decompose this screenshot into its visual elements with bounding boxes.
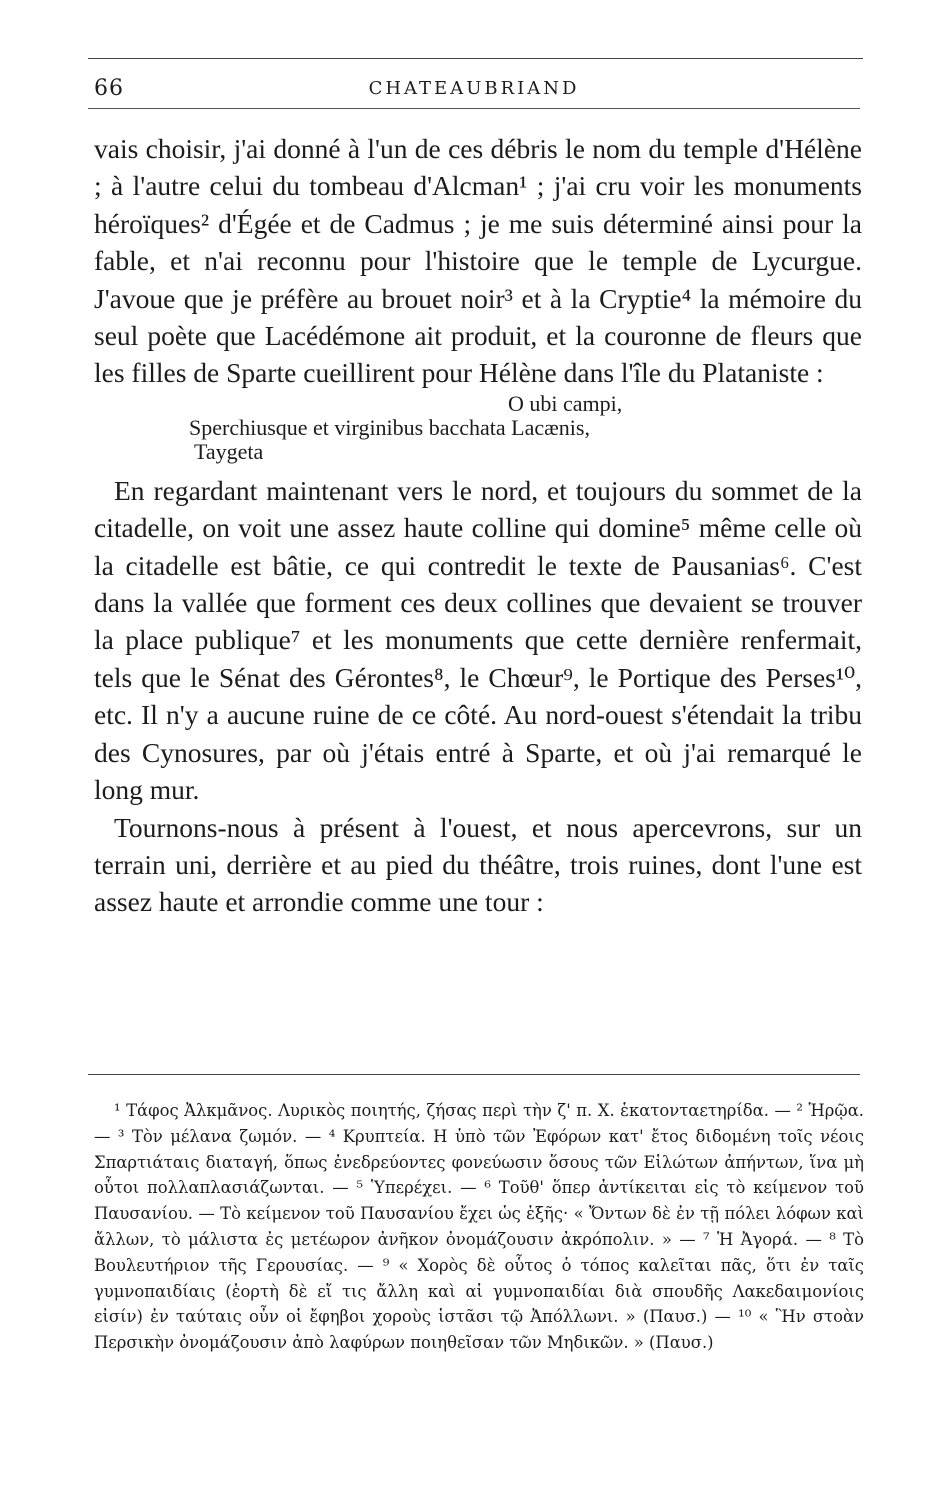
header-rule <box>88 108 860 109</box>
footnotes-text: ¹ Τάφος Ἀλκμᾶνος. Λυρικὸς ποιητής, ζήσας περὶ τὴν ζ' π. Χ. ἑκατονταετηρίδα. — ² Ἡρῷα. — ³ Τὸν μέλανα ζωμόν. — ⁴ Κρυπτεία. Η ὑπὸ τῶν Ἐφόρων κατ' ἔτος διδομένη τοῖς νέοις Σπαρτιάταις διαταγή, ὅπως ἐνεδρεύοντες φονεύωσιν ὅσους τῶν Εἱλώτων ἀπήντων, ἵνα μὴ οὗτοι πολλαπλασιάζωνται. — ⁵ Ὑπερέχει. — ⁶ Τοῦθ' ὅπερ ἀντίκειται εἰς τὸ κείμενον τοῦ Παυσανίου. — Τὸ κείμενον τοῦ Παυσανίου ἔχει ὡς ἑξῆς· « Ὄντων δὲ ἐν τῇ πόλει λόφων καὶ ἄλλων, τὸ μάλιστα ἐς μετέωρον ἀνῆκον ὀνομάζουσιν ἀκρόπολιν. » — ⁷ Ἡ Ἀγορά. — ⁸ Τὸ Βουλευτήριον τῆς Γερουσίας. — ⁹ « Χορὸς δὲ οὗτος ὁ τόπος καλεῖται πᾶς, ὅτι ἐν ταῖς γυμνοπαιδίαις (ἑορτὴ δὲ εἴ τις ἄλλη καὶ αἱ γυμνοπαιδίαι διὰ σπουδῆς Λακεδαιμονίοις εἰσίν) ἐν ταύταις οὖν οἱ ἔφηβοι χοροὺς ἱστᾶσι τῷ Ἀπόλλωνι. » (Παυσ.) — ¹⁰ « Ἣν στοὰν Περσικὴν ὀνομάζουσιν ἀπὸ λαφύρων ποιηθεῖσαν τῶν Μηδικῶν. » (Παυσ.) <box>94 1101 864 1353</box>
paragraph-1: vais choisir, j'ai donné à l'un de ces débris le nom du temple d'Hélène ; à l'autre celui du tombeau d'Alcman¹ ; j'ai cru voir les monuments héroïques² d'Égée et de Cadmus ; je me suis déterminé ainsi pour la fable, et n'ai reconnu pour l'histoire que le temple de Lycurgue. J'avoue que je préfère au brouet noir³ et à la Cryptie⁴ la mémoire du seul poète que Lacédémone ait produit, et la couronne de fleurs que les filles de Sparte cueillirent pour Hélène dans l'île du Plataniste : <box>94 133 862 389</box>
latin-quotation <box>94 392 862 464</box>
top-rule <box>88 58 863 59</box>
footnotes <box>94 1098 864 1356</box>
page-number: 66 <box>94 76 124 101</box>
footnote-rule <box>88 1074 860 1075</box>
main-text <box>94 130 862 921</box>
paragraph-2: En regardant maintenant vers le nord, et toujours du sommet de la citadelle, on voit une assez haute colline qui domine⁵ même celle où la citadelle est bâtie, ce qui contredit le texte de Pausanias⁶. C'est dans la vallée que forment ces deux collines que devaient se trouver la place publique⁷ et les monuments que cette dernière renfermait, tels que le Sénat des Gérontes⁸, le Chœur⁹, le Portique des Perses¹⁰, etc. Il n'y a aucune ruine de ce côté. Au nord-ouest s'étendait la tribu des Cynosures, par où j'étais entré à Sparte, et où j'ai remarqué le long mur. <box>94 474 862 806</box>
verse-line-3: Taygeta <box>194 438 264 464</box>
verse-line-2: Sperchiusque et virginibus bacchata Lacænis, <box>189 414 590 440</box>
paragraph-3: Tournons-nous à présent à l'ouest, et nous apercevrons, sur un terrain uni, derrière et au pied du théâtre, trois ruines, dont l'une est assez haute et arrondie comme une tour : <box>94 811 862 918</box>
running-title: CHATEAUBRIAND <box>368 78 580 99</box>
verse-line-1: O ubi campi, <box>508 390 623 416</box>
page-header <box>94 76 854 106</box>
